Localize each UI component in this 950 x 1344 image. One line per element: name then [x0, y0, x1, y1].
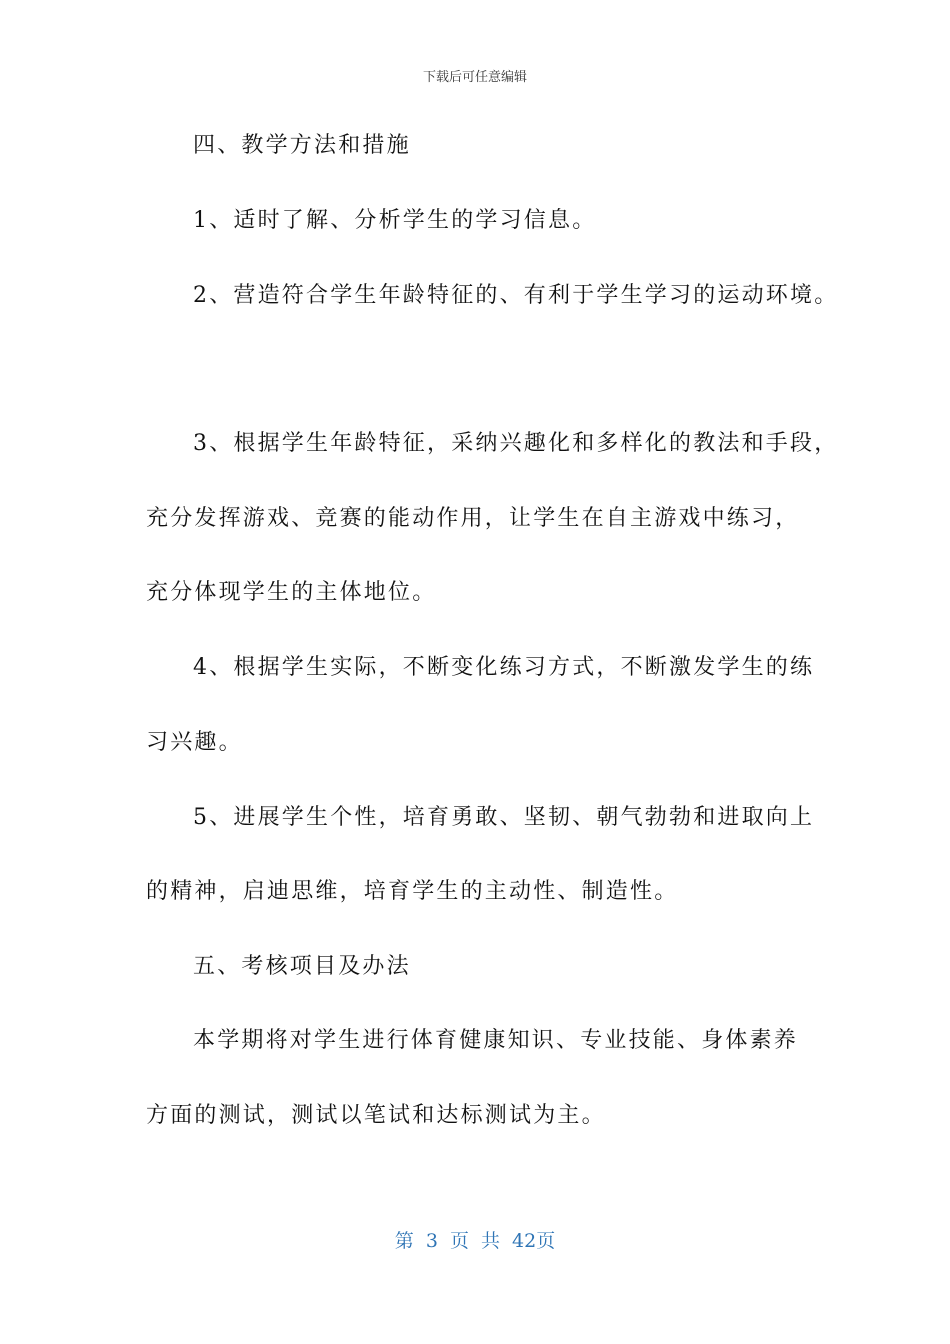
- paragraph-line: 方面的测试，测试以笔试和达标测试为主。: [146, 1103, 606, 1128]
- paragraph-line: 的精神，启迪思维，培育学生的主动性、制造性。: [146, 879, 679, 904]
- paragraph-line: 5、进展学生个性，培育勇敢、坚韧、朝气勃勃和进取向上: [193, 805, 815, 830]
- section-heading-5: 五、考核项目及办法: [193, 954, 411, 979]
- paragraph-line: 充分体现学生的主体地位。: [146, 580, 437, 605]
- paragraph-line: 充分发挥游戏、竞赛的能动作用，让学生在自主游戏中练习，: [146, 506, 800, 531]
- page-footer: 第 3 页 共 42页: [394, 1230, 556, 1252]
- header-note: 下载后可任意编辑: [422, 70, 527, 85]
- paragraph-line: 4、根据学生实际，不断变化练习方式，不断激发学生的练: [193, 655, 815, 680]
- paragraph-line: 1、适时了解、分析学生的学习信息。: [193, 208, 597, 233]
- section-heading-4: 四、教学方法和措施: [193, 133, 411, 158]
- paragraph-line: 2、营造符合学生年龄特征的、有利于学生学习的运动环境。: [193, 283, 839, 308]
- paragraph-line: 习兴趣。: [146, 730, 243, 755]
- paragraph-line: 本学期将对学生进行体育健康知识、专业技能、身体素养: [193, 1028, 799, 1053]
- paragraph-line: 3、根据学生年龄特征，采纳兴趣化和多样化的教法和手段，: [193, 431, 839, 456]
